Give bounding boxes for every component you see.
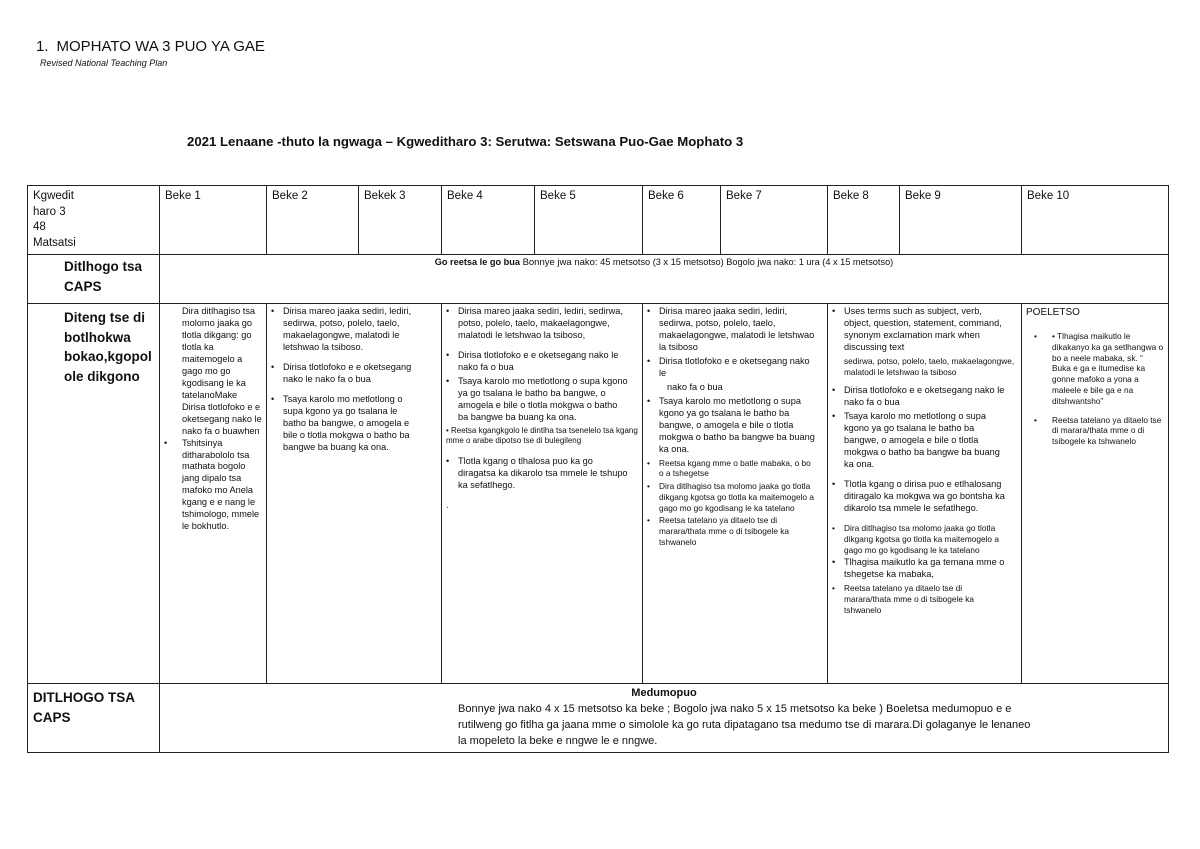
week-header-row: [28, 186, 1169, 255]
content-row-label: Diteng tse di botlhokwa bokao,kgopol ole dikgono: [28, 304, 160, 684]
teaching-plan-table: [27, 185, 1169, 753]
list-item: • Dirisa mareo jaaka sediri, lediri, sedirwa, potso, polelo, taelo, makaelagongwe, malatodi le letshwao la tsiboso: [647, 306, 815, 354]
week-header: Beke 6: [643, 186, 721, 255]
document-heading: [36, 38, 265, 55]
list-item: • Reetsa tatelano ya ditaelo tse di marara/thata mme o di tsibogele ka tshwanelo: [647, 515, 815, 547]
list-item: • Reetsa tatelano ya ditaelo tse di marara/thata mme o di tsibogele ka tshwanelo: [1034, 415, 1164, 447]
week-header: Beke 1: [160, 186, 267, 255]
medumopuo-cell: [160, 684, 1169, 753]
week-header: Beke 4: [442, 186, 535, 255]
week2-3-content: [267, 304, 442, 684]
week6-7-content: • Dirisa mareo jaaka sediri, lediri, sedirwa, potso, polelo, taelo, makaelagongwe, malatodi le letshwao la tsiboso • Dirisa tlotlofoko e e oketsegang nako le nako fa o bua • Tsaya karolo mo metlotlong o supa kgono ya go tsalana le batho ba bangwe, o amogela e bile o tlotla mokgwa o batho ba bangwe ba buang ka ona. • Reetsa kgang mme o batle mabaka, o bo o a tshegetse • Dira ditlhagiso tsa molomo jaaka go tlotla dikgang kgotsa go tlotla ka maitemogelo a gago mo go kgodisang le ka tatelano • Reetsa tatelano ya ditaelo tse di marara/thata mme o di tsibogele ka tshwanelo: [643, 304, 828, 684]
list-item: • Dira ditlhagiso tsa molomo jaaka go tlotla dikgang kgotsa go tlotla ka maitemogelo a gago mo go kgodisang le ka tatelano: [832, 523, 1011, 555]
list-item: • Dirisa tlotlofoko e e oketsegang nako le nako fa o bua: [446, 350, 628, 374]
week-header: Beke 5: [535, 186, 643, 255]
list-item: • Tlotla kgang o tlhalosa puo ka go diragatsa ka dikarolo tsa mmele le tshupo ka sefatlhego.: [446, 456, 628, 492]
list-item: • Tlotla kgang o dirisa puo e etlhalosang ditiragalo ka mokgwa wa go bontsha ka dikarolo tsa mmele le sefatlhego.: [832, 479, 1011, 515]
document-title: 2021 Lenaane -thuto la ngwaga – Kgweditharo 3: Serutwa: Setswana Puo-Gae Mophato 3: [187, 134, 744, 149]
list-item: • Dirisa mareo jaaka sediri, lediri, sedirwa, potso, polelo, taelo, makaelagongwe, malatodi le letshwao la tsiboso.: [271, 306, 421, 354]
week-header: Beke 9: [900, 186, 1022, 255]
week8-9-content: • Uses terms such as subject, verb, object, question, statement, command, synonym exclamation mark when discussing text sedirwa, potso, polelo, taelo, makaelagongwe, malatodi le letshwao la tsiboso • Dirisa tlotlofoko e e oketsegang nako le nako fa o bua • Tsaya karolo mo metlotlong o supa kgono ya go tsalana le batho ba bangwe, o amogela e bile o tlotla mokgwa o batho ba bangwe ba buang ka ona. • Tlotla kgang o dirisa puo e etlhalosang ditiragalo ka mokgwa wa go bontsha ka dikarolo tsa mmele le sefatlhego. • Dira ditlhagiso tsa molomo jaaka go tlotla dikgang kgotsa go tlotla ka maitemogelo a gago mo go kgodisang le ka tatelano • Tlhagisa maikutlo ka ga temana mme o tshegetse ka mabaka, • Reetsa tatelano ya ditaelo tse di marara/thata mme o di tsibogele ka tshwanelo: [828, 304, 1022, 684]
list-item: • Dirisa mareo jaaka sediri, lediri, sedirwa, potso, polelo, taelo, makaelagongwe, malatodi le letshwao la tsiboso,: [446, 306, 628, 342]
corner-cell: Kgwedit haro 3 48 Matsatsi: [28, 186, 160, 255]
week10-content: [1022, 304, 1169, 684]
medumopuo-text: Bonnye jwa nako 4 x 15 metsotso ka beke ; Bogolo jwa nako 5 x 15 metsotso ka beke ) Boeletsa medumopuo e e rutilweng go fitlha ga jaana mme o simolole ka go ruta dipatagano tsa medumo tse di marara.Di golaganye le lenaneo la mopeleto la beke e nngwe le e nngwe.: [458, 703, 1031, 748]
heading-number: 1.: [36, 38, 49, 55]
list-item: • Tlhagisa maikutlo ka ga temana mme o tshegetse ka mabaka,: [832, 557, 1011, 581]
medumopuo-row: [28, 684, 1169, 753]
medumopuo-title: Medumopuo: [631, 687, 697, 700]
outcome-row-label: DITLHOGO TSA CAPS: [28, 684, 160, 753]
week-header: Beke 8: [828, 186, 900, 255]
week1-content: Dira ditlhagiso tsa molomo jaaka go tlotla dikgang: go tlotla ka maitemogelo a gago mo go kgodisang le ka tatelanoMake Dirisa tlotlofoko e e oketsegang nako le nako fa o buawhen • Tshitsinya ditharabololo tsa mathata bogolo jang dipalo tsa mafoko mo Anela kgang e e nang le tshimologo, mmele le bokhutlo.: [160, 304, 267, 684]
poeletso-title: POELETSO: [1026, 307, 1080, 319]
heading-text: MOPHATO WA 3 PUO YA GAE: [56, 38, 265, 55]
list-item: • Uses terms such as subject, verb, object, question, statement, command, synonym exclamation mark when discussing text: [832, 306, 1011, 354]
list-item: • Tshitsinya ditharabololo tsa mathata bogolo jang dipalo tsa mafoko mo Anela kgang e e nang le tshimologo, mmele le bokhutlo.: [164, 438, 262, 534]
list-item: • Tsaya karolo mo metlotlong o supa kgono ya go tsalana le batho ba bangwe, o amogela e bile o tlotla mokgwa o batho ba bangwe ba buang ka ona.: [832, 411, 1011, 471]
caps-time-allocation: Go reetsa le go bua Bonnye jwa nako: 45 metsotso (3 x 15 metsotso) Bogolo jwa nako: 1 ura (4 x 15 metsotso): [160, 255, 1169, 304]
list-item: • Tsaya karolo mo metlotlong o supa kgono ya go tsalana le batho ba bangwe, o amogela e bile o tlotla mokgwa o batho ba bangwe ba buang ka ona.: [647, 396, 815, 456]
list-item: • Tsaya karolo mo metlotlong o supa kgono ya go tsalana le batho ba bangwe, o amogela e bile o tlotla mokgwa o batho ba bangwe ba buang ka ona.: [446, 376, 628, 424]
week-header: Beke 7: [721, 186, 828, 255]
week4-5-content: • Dirisa mareo jaaka sediri, lediri, sedirwa, potso, polelo, taelo, makaelagongwe, malatodi le letshwao la tsiboso, • Dirisa tlotlofoko e e oketsegang nako le nako fa o bua • Tsaya karolo mo metlotlong o supa kgono ya go tsalana le batho ba bangwe, o amogela e bile o tlotla mokgwa o batho ba bangwe ba buang ka ona. • Reetsa kgangkgolo le dintlha tsa tsenelelo tsa kgang mme o arabe dipotso tse di bulegileng • Tlotla kgang o tlhalosa puo ka go diragatsa ka dikarolo tsa mmele le tshupo ka sefatlhego. .: [442, 304, 643, 684]
week-header: Beke 2: [267, 186, 359, 255]
week-header: Bekek 3: [359, 186, 442, 255]
list-item: • Reetsa tatelano ya ditaelo tse di marara/thata mme o di tsibogele ka tshwanelo: [832, 583, 1011, 615]
list-item: • Tsaya karolo mo metlotlong o supa kgono ya go tsalana le batho ba bangwe, o amogela e bile o tlotla mokgwa o batho ba bangwe ba buang ka ona.: [271, 394, 421, 454]
note-text: • Reetsa kgangkgolo le dintlha tsa tsenelelo tsa kgang mme o arabe dipotso tse di bulegileng: [446, 425, 638, 446]
content-row: [28, 304, 1169, 684]
document-subheading: Revised National Teaching Plan: [40, 58, 168, 68]
list-item: • Dirisa tlotlofoko e e oketsegang nako le: [647, 356, 815, 380]
caps-row-label: Ditlhogo tsa CAPS: [28, 255, 160, 304]
list-item: • Reetsa kgang mme o batle mabaka, o bo o a tshegetse: [647, 458, 815, 480]
week-header: Beke 10: [1022, 186, 1169, 255]
list-item: • • Tlhagisa maikutlo le dikakanyo ka ga setlhangwa o bo a neele mabaka, sk. “ Buka e ga e itumedise ka gonne mafoko a yona a maleele e bile ga e na ditshwantsho”: [1034, 331, 1164, 406]
list-item: • Dirisa tlotlofoko e e oketsegang nako le nako fa o bua: [832, 385, 1011, 409]
list-item: • Dirisa tlotlofoko e e oketsegang nako le nako fa o bua: [271, 362, 421, 386]
caps-row: [28, 255, 1169, 304]
list-item: • Dira ditlhagiso tsa molomo jaaka go tlotla dikgang kgotsa go tlotla ka maitemogelo a gago mo go kgodisang le ka tatelano: [647, 481, 815, 513]
